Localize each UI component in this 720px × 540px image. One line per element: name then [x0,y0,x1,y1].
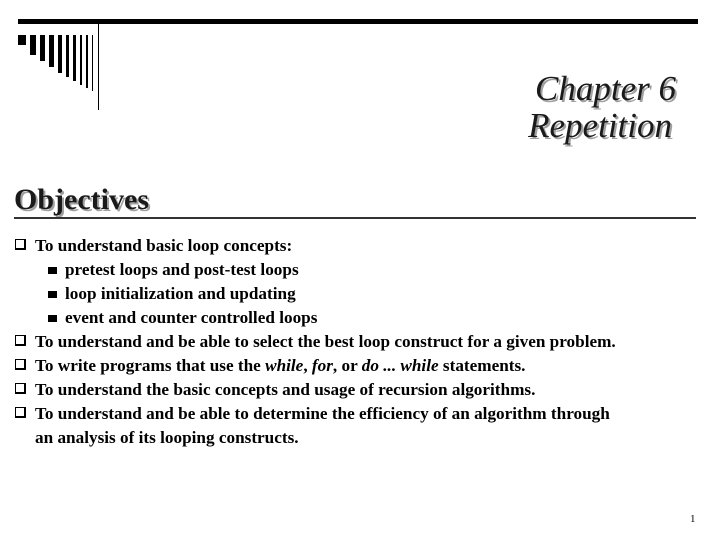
title-topic: Repetition [528,106,672,145]
list-item-text: To understand the basic concepts and usage of recursion algorithms. [35,380,536,399]
sub-list-item [12,258,712,282]
slide-title [528,70,676,144]
sub-list-item-text: loop initialization and updating [65,284,296,303]
sub-list-item-text: event and counter controlled loops [65,308,318,327]
square-bullet-icon [48,267,57,274]
sub-list-item [12,282,712,306]
title-chapter: Chapter 6 [535,69,676,108]
list-item [12,354,712,378]
list-item [12,402,712,450]
list-item-text: To understand and be able to select the best loop construct for a given problem. [35,332,616,351]
list-item-text: To write programs that use the while, for, or do ... while statements. [35,356,526,375]
sub-list-item-text: pretest loops and post-test loops [65,260,299,279]
checkbox-bullet-icon [15,407,26,418]
decorative-stripes [18,35,128,91]
list-item [12,378,712,402]
square-bullet-icon [48,291,57,298]
list-item [12,330,712,354]
sub-list-item [12,306,712,330]
objectives-list [12,234,712,450]
decorative-vertical-line [98,24,99,110]
checkbox-bullet-icon [15,359,26,370]
list-item-text: To understand and be able to determine the efficiency of an algorithm through [35,404,610,423]
heading-rule [14,217,696,219]
checkbox-bullet-icon [15,239,26,250]
objectives-heading: Objectives [14,183,149,216]
checkbox-bullet-icon [15,383,26,394]
list-item-text: To understand basic loop concepts: [35,236,293,255]
list-item-text-continued: an analysis of its looping constructs. [35,428,299,447]
top-rule [18,19,698,24]
checkbox-bullet-icon [15,335,26,346]
page-number: 1 [690,513,696,525]
list-item [12,234,712,258]
square-bullet-icon [48,315,57,322]
